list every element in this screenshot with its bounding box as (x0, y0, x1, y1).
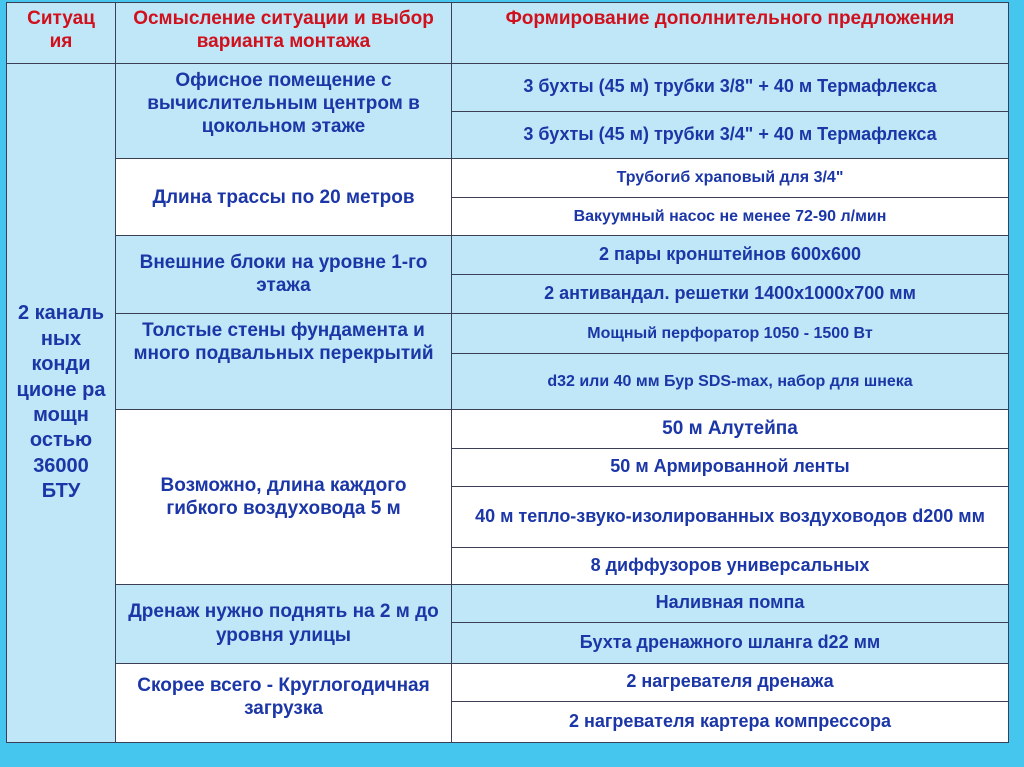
offer-cell: 50 м Армированной ленты (452, 448, 1009, 487)
table-row (7, 313, 1009, 354)
decision-cell: Возможно, длина каждого гибкого воздуховода 5 м (116, 409, 452, 584)
offer-cell: 8 диффузоров универсальных (452, 547, 1009, 584)
decision-cell: Толстые стены фундамента и много подвальных перекрытий (116, 313, 452, 409)
offer-cell: Вакуумный насос не менее 72-90 л/мин (452, 197, 1009, 236)
decision-cell: Длина трассы по 20 метров (116, 159, 452, 236)
offer-cell: 40 м тепло-звуко-изолированных воздуховодов d200 мм (452, 487, 1009, 548)
decision-cell: Скорее всего - Круглогодичная загрузка (116, 663, 452, 742)
header-analysis: Осмысление ситуации и выбор варианта монтажа (116, 3, 452, 64)
offer-cell: Трубогиб храповый для 3/4" (452, 159, 1009, 198)
header-row (7, 3, 1009, 64)
table-row (7, 159, 1009, 198)
table-row (7, 63, 1009, 111)
offer-cell: 2 нагревателя дренажа (452, 663, 1009, 702)
table-row (7, 409, 1009, 448)
table-row (7, 663, 1009, 702)
decision-cell: Офисное помещение с вычислительным центром в цокольном этаже (116, 63, 452, 158)
offer-cell: 50 м Алутейпа (452, 409, 1009, 448)
offer-cell: 3 бухты (45 м) трубки 3/4" + 40 м Термафлекса (452, 111, 1009, 159)
situation-cell: 2 каналь ных конди ционе ра мощн остью 36000 БТУ (7, 63, 116, 742)
offer-cell: Наливная помпа (452, 584, 1009, 623)
offer-cell: 3 бухты (45 м) трубки 3/8" + 40 м Термафлекса (452, 63, 1009, 111)
offer-cell: 2 антивандал. решетки 1400х1000х700 мм (452, 274, 1009, 313)
table-row (7, 584, 1009, 623)
decision-cell: Внешние блоки на уровне 1-го этажа (116, 236, 452, 313)
header-proposal: Формирование дополнительного предложения (452, 3, 1009, 64)
offer-cell: Бухта дренажного шланга d22 мм (452, 623, 1009, 664)
offer-cell: 2 пары кронштейнов 600х600 (452, 236, 1009, 275)
table-row (7, 236, 1009, 275)
header-situation: Ситуац ия (7, 3, 116, 64)
decision-cell: Дренаж нужно поднять на 2 м до уровня улицы (116, 584, 452, 663)
proposal-table (6, 2, 1009, 743)
offer-cell: Мощный перфоратор 1050 - 1500 Вт (452, 313, 1009, 354)
offer-cell: d32 или 40 мм Бур SDS-max, набор для шнека (452, 354, 1009, 410)
offer-cell: 2 нагревателя картера компрессора (452, 702, 1009, 743)
